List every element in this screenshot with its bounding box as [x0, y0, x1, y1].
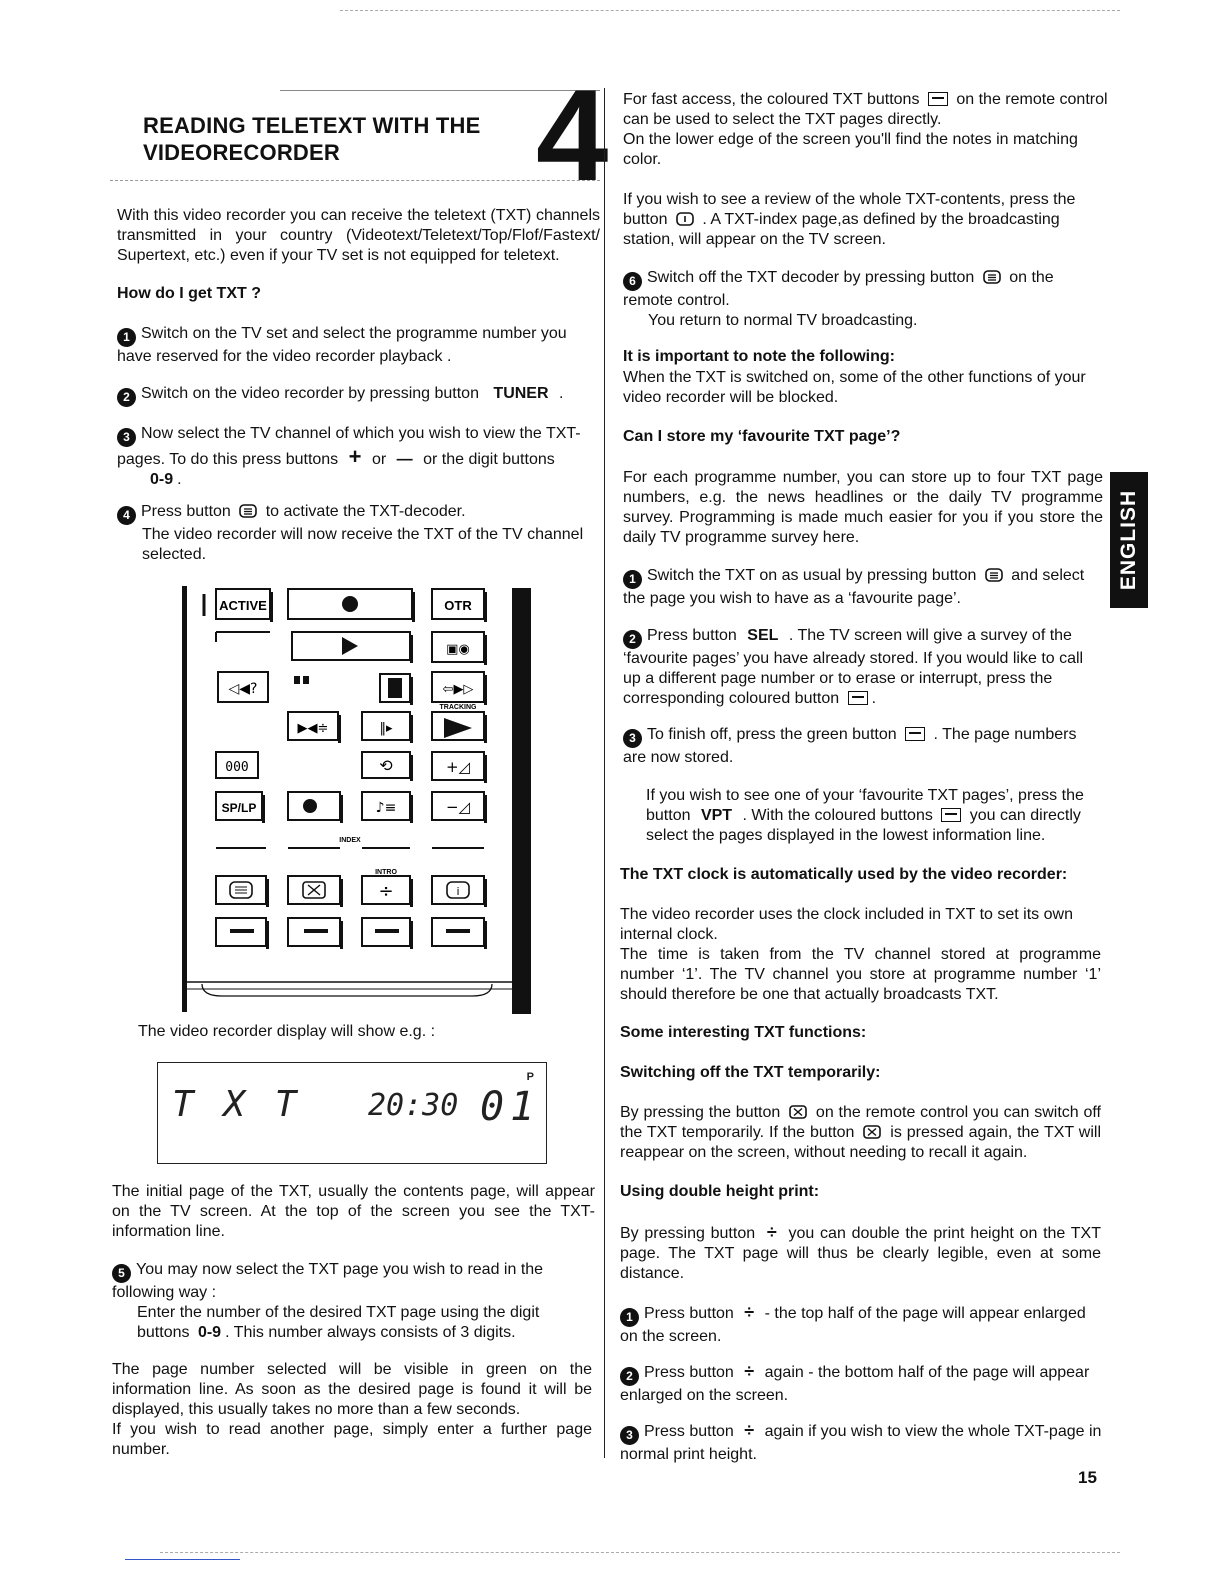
- green-button-icon: [905, 727, 925, 741]
- right-p2: If you wish to see a review of the whole TXT-contents, press the button . A TXT-index page,as defined by the broadcasting station, will appear on the TV screen.: [623, 191, 1076, 248]
- heading-interesting: Some interesting TXT functions:: [620, 1024, 867, 1041]
- fav-bullet-1: 1: [623, 570, 642, 589]
- bullet-2: 2: [117, 388, 136, 407]
- double-height-icon-2: ÷: [744, 1361, 755, 1381]
- txt-icon: [239, 504, 257, 518]
- colour-button-icon-3: [941, 808, 961, 822]
- svg-text:◁◀?: ◁◀?: [228, 681, 258, 697]
- key-0-9-b: 0-9: [197, 1324, 222, 1341]
- fav-step-4: If you wish to see one of your ‘favourite TXT pages’, press the button VPT . With the coloured buttons you can directly select the pages displayed in the lowest information line.: [646, 787, 1084, 844]
- key-sel: SEL: [747, 627, 779, 644]
- bullet-4: 4: [117, 506, 136, 525]
- fav-bullet-2: 2: [623, 630, 642, 649]
- svg-text:▣◉: ▣◉: [446, 642, 470, 657]
- double-height-icon-1: ÷: [744, 1302, 755, 1322]
- bullet-3: 3: [117, 428, 136, 447]
- txt-off-icon: [983, 270, 1001, 284]
- svg-text:+◿: +◿: [445, 758, 471, 776]
- step-3: 3 Now select the TV channel of which you wish to view the TXT-pages. To do this press buttons + or — or the digit buttons 0-9 .: [117, 425, 581, 488]
- right-p1: For fast access, the coloured TXT buttons on the remote control can be used to select the TXT pages directly. On the lower edge of the screen you'll find the notes in matching color.: [623, 91, 1108, 168]
- splp-label: SP/LP: [221, 801, 257, 815]
- svg-text:⟲: ⟲: [379, 756, 393, 775]
- heading-how-get-txt: How do I get TXT ?: [117, 285, 261, 302]
- lcd-time: 20:30: [368, 1088, 459, 1123]
- index-label: INDEX: [339, 837, 361, 844]
- svg-text:⇦▶▷: ⇦▶▷: [442, 682, 474, 697]
- fav-step-1: 1 Switch the TXT on as usual by pressing button and select the page you wish to have as a ‘favourite page’.: [623, 567, 1085, 607]
- double-height-text: By pressing button ÷ you can double the print height on the TXT page. The TXT page will thus be clearly legible, even at some distance.: [620, 1222, 1102, 1282]
- display-caption: The video recorder display will show e.g. :: [138, 1023, 436, 1040]
- lcd-txt: T X T: [172, 1084, 301, 1125]
- otr-button-label: OTR: [444, 598, 472, 613]
- minus-icon: —: [396, 451, 413, 468]
- fav-step-3: 3 To finish off, press the green button . The page numbers are now stored.: [623, 726, 1077, 766]
- favourite-text: For each programme number, you can store up to four TXT page numbers, e.g. the news headlines or the daily TV programme survey. Programming is made much easier for you if you store the daily TV programme survey here.: [623, 469, 1103, 546]
- step-5: 5 You may now select the TXT page you wish to read in the following way : Enter the number of the desired TXT page using the digit buttons 0-9 . This number always consists of 3 digits.: [112, 1261, 544, 1341]
- step-6: 6 Switch off the TXT decoder by pressing button on the remote control. You return to normal TV broadcasting.: [623, 269, 1054, 329]
- closing-paragraph: The page number selected will be visible in green on the information line. As soon as the desired page is found it will be displayed, this usually takes no more than a few seconds.: [112, 1361, 592, 1418]
- svg-text:‖▸: ‖▸: [379, 721, 393, 736]
- bullet-1: 1: [117, 328, 136, 347]
- bullet-5: 5: [112, 1264, 131, 1283]
- heading-clock: The TXT clock is automatically used by the video recorder:: [620, 866, 1068, 883]
- double-height-icon-3: ÷: [744, 1420, 755, 1440]
- lcd-p-label: P: [526, 1071, 534, 1083]
- intro-paragraph: With this video recorder you can receive the teletext (TXT) channels transmitted in your country (Videotext/Teletext/Top/Flof/Fastext/ Supertext, etc.) even if your TV set is not equipped for teletext.: [117, 207, 600, 264]
- counter-label: 000: [225, 760, 249, 775]
- svg-text:÷: ÷: [378, 881, 394, 902]
- scan-underline: [125, 1559, 240, 1560]
- chapter-title-line2: VIDEORECORDER: [143, 140, 340, 165]
- colour-button-icon-2: [848, 691, 868, 705]
- important-text: When the TXT is switched on, some of the other functions of your video recorder will be blocked.: [623, 369, 1086, 406]
- double-height-icon: ÷: [766, 1222, 777, 1242]
- key-vpt: VPT: [700, 807, 733, 824]
- dh-bullet-2: 2: [620, 1367, 639, 1386]
- index-icon: [676, 212, 694, 226]
- dh-bullet-1: 1: [620, 1308, 639, 1327]
- dh-step-1: 1 Press button ÷ - the top half of the page will appear enlarged on the screen.: [620, 1302, 1086, 1345]
- fav-bullet-3: 3: [623, 729, 642, 748]
- heading-switch-off: Switching off the TXT temporarily:: [620, 1064, 881, 1081]
- heading-double-height: Using double height print:: [620, 1183, 820, 1200]
- dh-step-3: 3 Press button ÷ again if you wish to view the whole TXT-page in normal print height.: [620, 1420, 1102, 1463]
- remote-control-illustration: [182, 586, 532, 1016]
- scan-mark-bottom: [160, 1552, 1120, 1553]
- svg-text:▶◀≑: ▶◀≑: [297, 721, 329, 736]
- step-2: 2 Switch on the video recorder by pressing button TUNER .: [117, 384, 597, 407]
- chapter-number: 4: [536, 62, 609, 208]
- active-button-label: ACTIVE: [219, 598, 267, 613]
- lcd-programme: 01: [480, 1084, 541, 1130]
- heading-favourite: Can I store my ‘favourite TXT page’?: [623, 428, 901, 445]
- key-tuner: TUNER: [493, 385, 549, 402]
- intro-label: INTRO: [375, 869, 397, 876]
- cancel-icon-2: [863, 1125, 881, 1139]
- colour-button-icon: [928, 92, 948, 106]
- closing-paragraph-2: If you wish to read another page, simply enter a further page number.: [112, 1421, 592, 1458]
- step-4: 4 Press button to activate the TXT-decoder. The video recorder will now receive the TXT of the TV channel selected.: [117, 502, 599, 565]
- header-rule-bottom: [110, 180, 600, 181]
- txt-icon-fav: [985, 568, 1003, 582]
- page-number: 15: [1078, 1468, 1097, 1487]
- language-tab: [1110, 472, 1148, 608]
- cancel-icon: [789, 1105, 807, 1119]
- clock-text-2: The time is taken from the TV channel stored at programme number ‘1’. The TV channel you store at programme number ‘1’ should therefore be one that actually broadcasts TXT.: [620, 946, 1101, 1003]
- heading-important: It is important to note the following:: [623, 348, 895, 365]
- fav-step-2: 2 Press button SEL . The TV screen will give a survey of the ‘favourite pages’ you have already stored. If you would like to call up a different page number or to erase or interrupt, press the corresponding coloured button .: [623, 627, 1084, 707]
- dh-bullet-3: 3: [620, 1426, 639, 1445]
- step-1-text: Switch on the TV set and select the programme number you have reserved for the video recorder playback .: [117, 325, 567, 365]
- clock-text-1: The video recorder uses the clock included in TXT to set its own internal clock.: [620, 906, 1073, 943]
- tracking-label: TRACKING: [439, 704, 477, 711]
- svg-text:i: i: [456, 885, 460, 898]
- after-display-paragraph: The initial page of the TXT, usually the contents page, will appear on the TV screen. At the top of the screen you see the TXT-information line.: [112, 1183, 595, 1240]
- chapter-title: [143, 112, 480, 166]
- key-0-9: 0-9: [150, 471, 174, 488]
- vcr-display: [157, 1062, 547, 1164]
- plus-icon: +: [348, 444, 362, 469]
- step-1: [117, 324, 597, 367]
- scan-mark-top: [340, 10, 1120, 11]
- language-tab-label: ENGLISH: [1117, 489, 1140, 591]
- svg-text:♪≡: ♪≡: [375, 800, 397, 816]
- bullet-6: 6: [623, 272, 642, 291]
- chapter-title-line1: READING TELETEXT WITH THE: [143, 113, 481, 138]
- svg-text:−◿: −◿: [445, 798, 471, 816]
- switch-off-text: By pressing the button on the remote control you can switch off the TXT temporarily. If the button is pressed again, the TXT will reappear on the screen, without needing to recall it again.: [620, 1104, 1101, 1161]
- dh-step-2: 2 Press button ÷ again - the bottom half of the page will appear enlarged on the screen.: [620, 1361, 1090, 1404]
- column-divider: [604, 88, 605, 1458]
